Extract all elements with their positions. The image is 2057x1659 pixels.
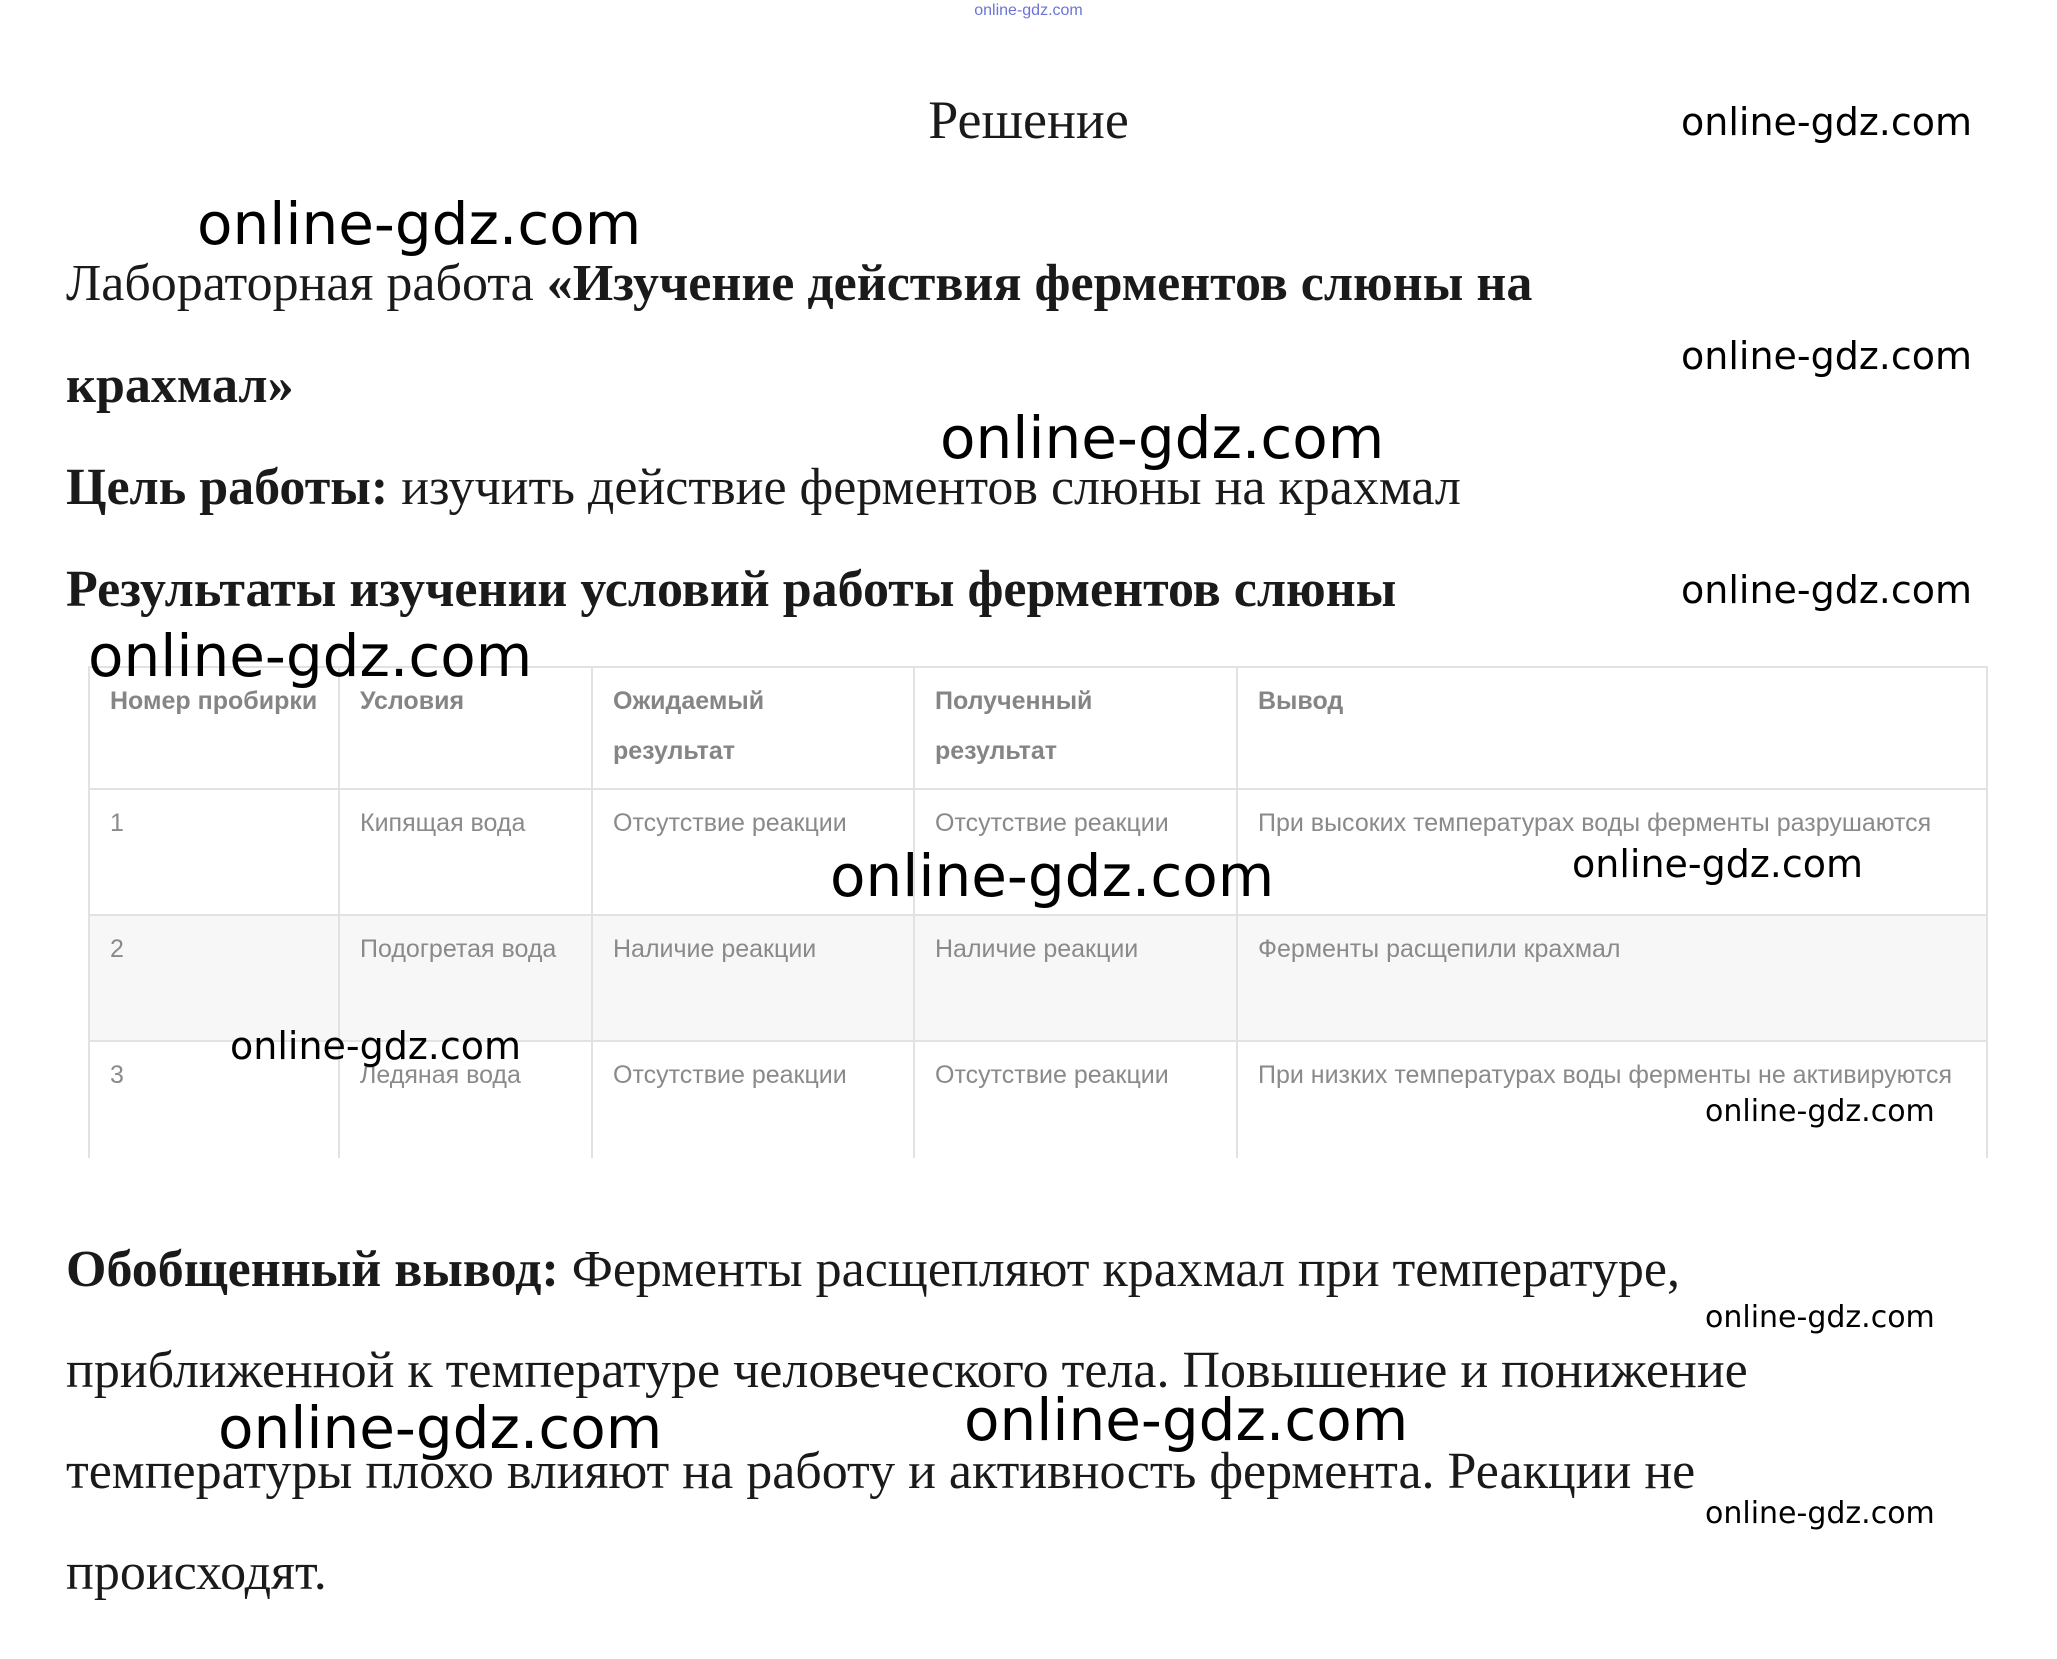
lab-title-line-2 [66,354,294,418]
cell-number: 2 [89,915,339,1041]
table-row [89,915,1987,1041]
lab-prefix: Лабораторная работа [66,255,547,312]
goal-text: изучить действие ферментов слюны на крахмал [388,459,1461,516]
conclusion-line-1 [66,1238,1680,1302]
cell-conclusion: При низких температурах воды ферменты не активируются [1237,1041,1987,1158]
cell-expected: Отсутствие реакции [592,789,914,915]
cell-obtained: Наличие реакции [914,915,1237,1041]
results-heading-text: Результаты изучении условий работы ферментов слюны [66,561,1397,618]
cell-number: 1 [89,789,339,915]
header-conclusion: Вывод [1237,667,1987,789]
watermark: online-gdz.com [1572,842,1864,886]
cell-obtained: Отсутствие реакции [914,789,1237,915]
top-watermark: online-gdz.com [974,2,1083,19]
page-title: Решение [928,90,1129,150]
cell-expected: Наличие реакции [592,915,914,1041]
watermark: online-gdz.com [230,1024,522,1068]
watermark: online-gdz.com [1705,1094,1935,1129]
cell-condition: Кипящая вода [339,789,592,915]
results-heading [66,558,1396,622]
header-conditions: Условия [339,667,592,789]
watermark: online-gdz.com [88,622,533,690]
results-table [88,666,1988,1158]
header-obtained: Полученный результат [914,667,1237,789]
results-table-wrapper [88,666,1988,1158]
cell-expected: Отсутствие реакции [592,1041,914,1158]
cell-obtained: Отсутствие реакции [914,1041,1237,1158]
header-tube-number: Номер пробирки [89,667,339,789]
watermark: online-gdz.com [1681,568,1973,612]
watermark: online-gdz.com [1705,1300,1935,1335]
conclusion-line-2: приближенной к температуре человеческого тела. Повышение и понижение [66,1342,1748,1399]
lab-title-end: крахмал» [66,357,294,414]
conclusion-line-3: температуры плохо влияют на работу и активность фермента. Реакции не [66,1443,1696,1500]
watermark: online-gdz.com [1681,334,1973,378]
cell-condition: Подогретая вода [339,915,592,1041]
header-expected: Ожидаемый результат [592,667,914,789]
watermark: online-gdz.com [964,1386,1409,1454]
cell-conclusion: Ферменты расщепили крахмал [1237,915,1987,1041]
watermark: online-gdz.com [830,842,1275,910]
lab-title: «Изучение действия ферментов слюны на [546,255,1533,312]
conclusion-label: Обобщенный вывод: [66,1241,559,1298]
cell-conclusion: При высоких температурах воды ферменты разрушаются [1237,789,1987,915]
watermark: online-gdz.com [1705,1496,1935,1531]
watermark: online-gdz.com [218,1394,663,1462]
lab-title-line [66,252,1532,316]
cell-number: 3 [89,1041,339,1158]
watermark: online-gdz.com [940,404,1385,472]
cell-condition: Ледяная вода [339,1041,592,1158]
conclusion-line-4: происходят. [66,1544,327,1601]
goal-label: Цель работы: [66,459,389,516]
watermark: online-gdz.com [1681,100,1973,144]
conclusion-text-1: Ферменты расщепляют крахмал при температуре, [558,1241,1680,1298]
watermark: online-gdz.com [197,190,642,258]
